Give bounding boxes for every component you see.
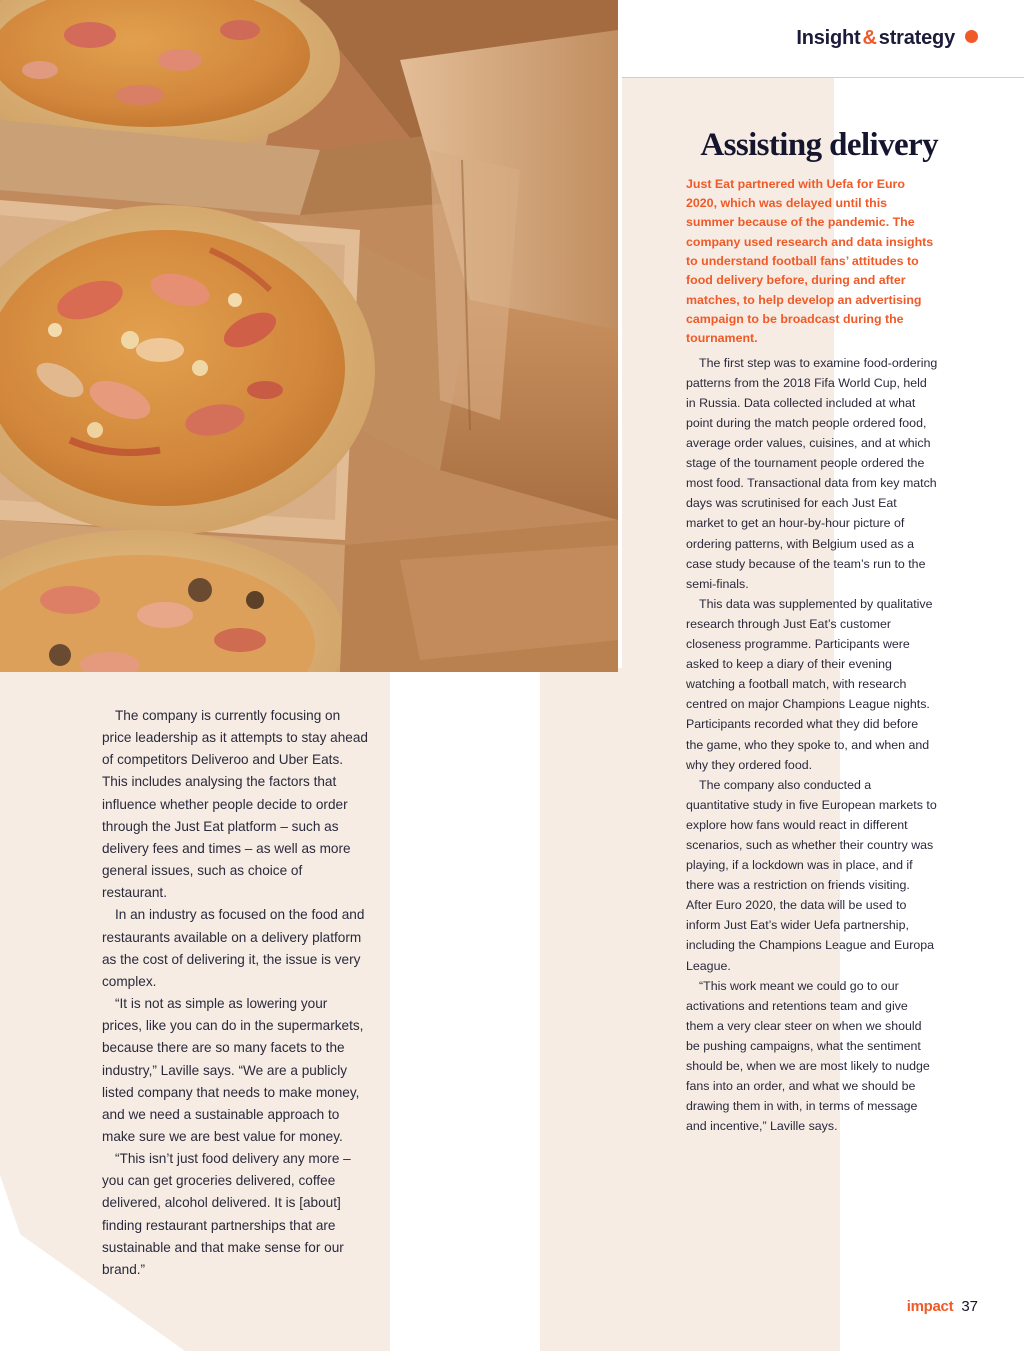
page-number: 37 bbox=[961, 1298, 978, 1315]
article-paragraph: This data was supplemented by qualitative research through Just Eat’s customer closeness programme. Participants were asked to keep a diary of their evening watching a football match, with research centred on major Champions League nights. Participants recorded what they did before the game, who they spoke to, and when and why they ordered food. bbox=[686, 596, 933, 772]
impact-logo: impact bbox=[906, 1298, 954, 1315]
article-paragraph: The company also conducted a quantitative study in five European markets to explore how fans would react in different scenarios, such as whether their country was playing, if a lockdown was in place, and if there was a restriction on friends visiting. After Euro 2020, the data will be used to inform Just Eat’s wider Uefa partnership, including the Champions League and Europa League. bbox=[686, 777, 937, 973]
section-title-ampersand: & bbox=[862, 27, 877, 49]
section-title bbox=[796, 27, 978, 50]
left-text-column bbox=[102, 705, 368, 1281]
article-paragraph: “This work meant we could go to our activations and retentions team and give them a very clear steer on when we should be pushing campaigns, what the sentiment should be, when we are most likely to nudge fans into an order, and what we should be drawing them in with, in terms of message and incentive,” Laville says. bbox=[686, 978, 930, 1134]
pizza-photo bbox=[0, 0, 618, 672]
page-header bbox=[622, 0, 1024, 78]
article-paragraph: The first step was to examine food-ordering patterns from the 2018 Fifa World Cup, held in Russia. Data collected included at what point during the match people ordered food, average order values, cuisines, and at which stage of the tournament people ordered the most food. Transactional data from key match days was scrutinised for each Just Eat market to get an hour-by-hour picture of ordering patterns, with Belgium used as a case study because of the team’s run to the semi-finals. bbox=[686, 355, 938, 591]
orange-dot-icon bbox=[965, 30, 978, 43]
article-body bbox=[686, 353, 938, 1137]
section-title-part1: Insight bbox=[796, 27, 861, 49]
left-paragraph: “This isn’t just food delivery any more – you can get groceries delivered, coffee delivered, alcohol delivered. It is [about] finding restaurant partnerships that are sustainable and that make sense for our brand.” bbox=[102, 1151, 351, 1277]
article-standfirst: Just Eat partnered with Uefa for Euro 2020, which was delayed until this summer because of the pandemic. The company used research and data insights to understand football fans’ attitudes to food delivery before, during and after matches, to help develop an advertising campaign to be broadcast during the tournament. bbox=[686, 176, 934, 346]
article-title: Assisting delivery bbox=[700, 127, 938, 163]
section-title-part2: strategy bbox=[878, 27, 955, 49]
left-paragraph: “It is not as simple as lowering your prices, like you can do in the supermarkets, because there are so many facets to the industry,” Laville says. “We are a publicly listed company that needs to make money, and we need a sustainable approach to make sure we are best value for money. bbox=[102, 996, 364, 1144]
left-paragraph: In an industry as focused on the food and restaurants available on a delivery platform as the cost of delivering it, the issue is very complex. bbox=[102, 907, 365, 989]
article-column bbox=[686, 128, 938, 1136]
left-paragraph: The company is currently focusing on price leadership as it attempts to stay ahead of competitors Deliveroo and Uber Eats. This includes analysing the factors that influence whether people decide to order through the Just Eat platform – such as delivery fees and times – as well as more general issues, such as choice of restaurant. bbox=[102, 708, 368, 901]
page-footer bbox=[907, 1298, 978, 1315]
